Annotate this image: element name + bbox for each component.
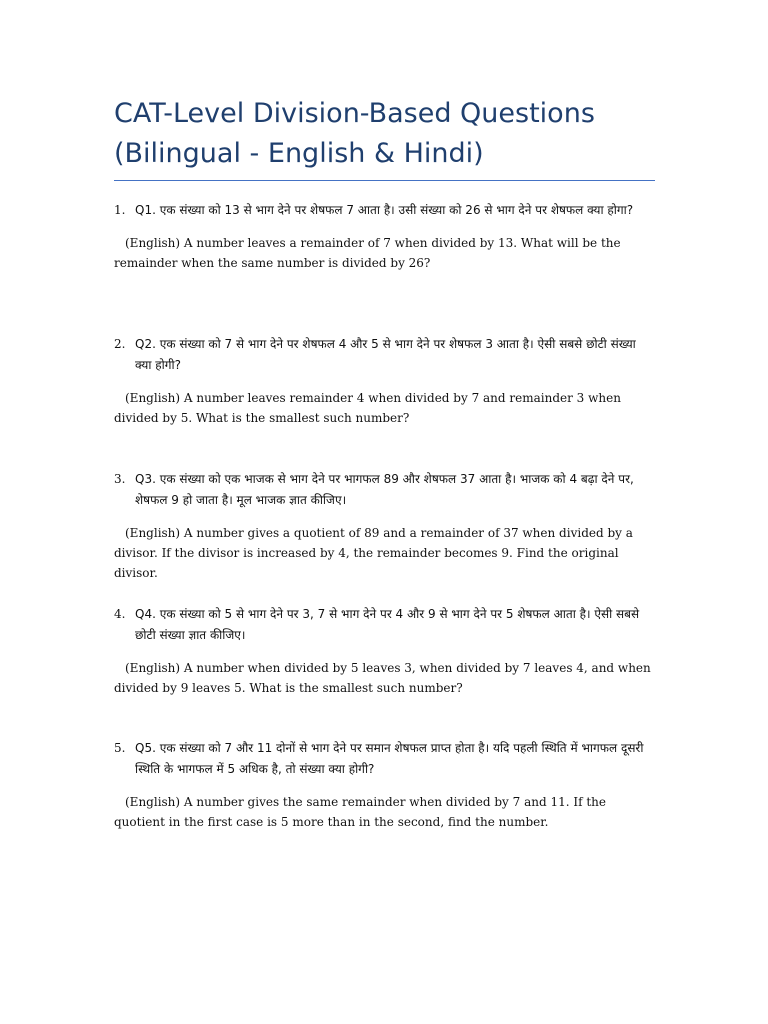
question-3 bbox=[114, 469, 656, 583]
list-number: 2. bbox=[114, 337, 126, 351]
english-question: (English) A number leaves remainder 4 when divided by 7 and remainder 3 when divided by 5. What is the smallest such number? bbox=[114, 391, 621, 425]
hindi-question: Q4. एक संख्या को 5 से भाग देने पर 3, 7 से भाग देने पर 4 और 9 से भाग देने पर 5 शेषफल आता है। ऐसी सबसे छोटी संख्या ज्ञात कीजिए। bbox=[135, 607, 640, 642]
list-number: 5. bbox=[114, 741, 126, 755]
question-hindi-text bbox=[114, 469, 656, 511]
hindi-question: Q1. एक संख्या को 13 से भाग देने पर शेषफल 7 आता है। उसी संख्या को 26 से भाग देने पर शेषफल क्या होगा? bbox=[135, 203, 634, 217]
hindi-question: Q5. एक संख्या को 7 और 11 दोनों से भाग देने पर समान शेषफल प्राप्त होता है। यदि पहली स्थिति में भागफल दूसरी स्थिति के भागफल में 5 अधिक है, तो संख्या क्या होगी? bbox=[135, 741, 644, 776]
question-1 bbox=[114, 200, 656, 273]
question-hindi-text bbox=[114, 334, 656, 376]
question-hindi-text bbox=[114, 200, 656, 221]
list-number: 4. bbox=[114, 607, 126, 621]
hindi-question: Q3. एक संख्या को एक भाजक से भाग देने पर भागफल 89 और शेषफल 37 आता है। भाजक को 4 बढ़ा देने पर, शेषफल 9 हो जाता है। मूल भाजक ज्ञात कीजिए। bbox=[135, 472, 634, 507]
question-hindi-text bbox=[114, 738, 656, 780]
list-number: 3. bbox=[114, 472, 126, 486]
title-underline bbox=[114, 180, 655, 181]
english-question: (English) A number when divided by 5 leaves 3, when divided by 7 leaves 4, and when divided by 9 leaves 5. What is the smallest such number? bbox=[114, 661, 651, 695]
page-title: CAT-Level Division-Based Questions (Bilingual - English & Hindi) bbox=[114, 98, 595, 169]
question-5 bbox=[114, 738, 656, 832]
list-number: 1. bbox=[114, 203, 126, 217]
english-question: (English) A number gives a quotient of 89 and a remainder of 37 when divided by a divisor. If the divisor is increased by 4, the remainder becomes 9. Find the original divisor. bbox=[114, 526, 633, 580]
question-2 bbox=[114, 334, 656, 428]
hindi-question: Q2. एक संख्या को 7 से भाग देने पर शेषफल 4 और 5 से भाग देने पर शेषफल 3 आता है। ऐसी सबसे छोटी संख्या क्या होगी? bbox=[135, 337, 636, 372]
question-4 bbox=[114, 604, 656, 698]
question-hindi-text bbox=[114, 604, 656, 646]
english-question: (English) A number gives the same remainder when divided by 7 and 11. If the quotient in the first case is 5 more than in the second, find the number. bbox=[114, 795, 606, 829]
english-question: (English) A number leaves a remainder of 7 when divided by 13. What will be the remainder when the same number is divided by 26? bbox=[114, 236, 621, 270]
